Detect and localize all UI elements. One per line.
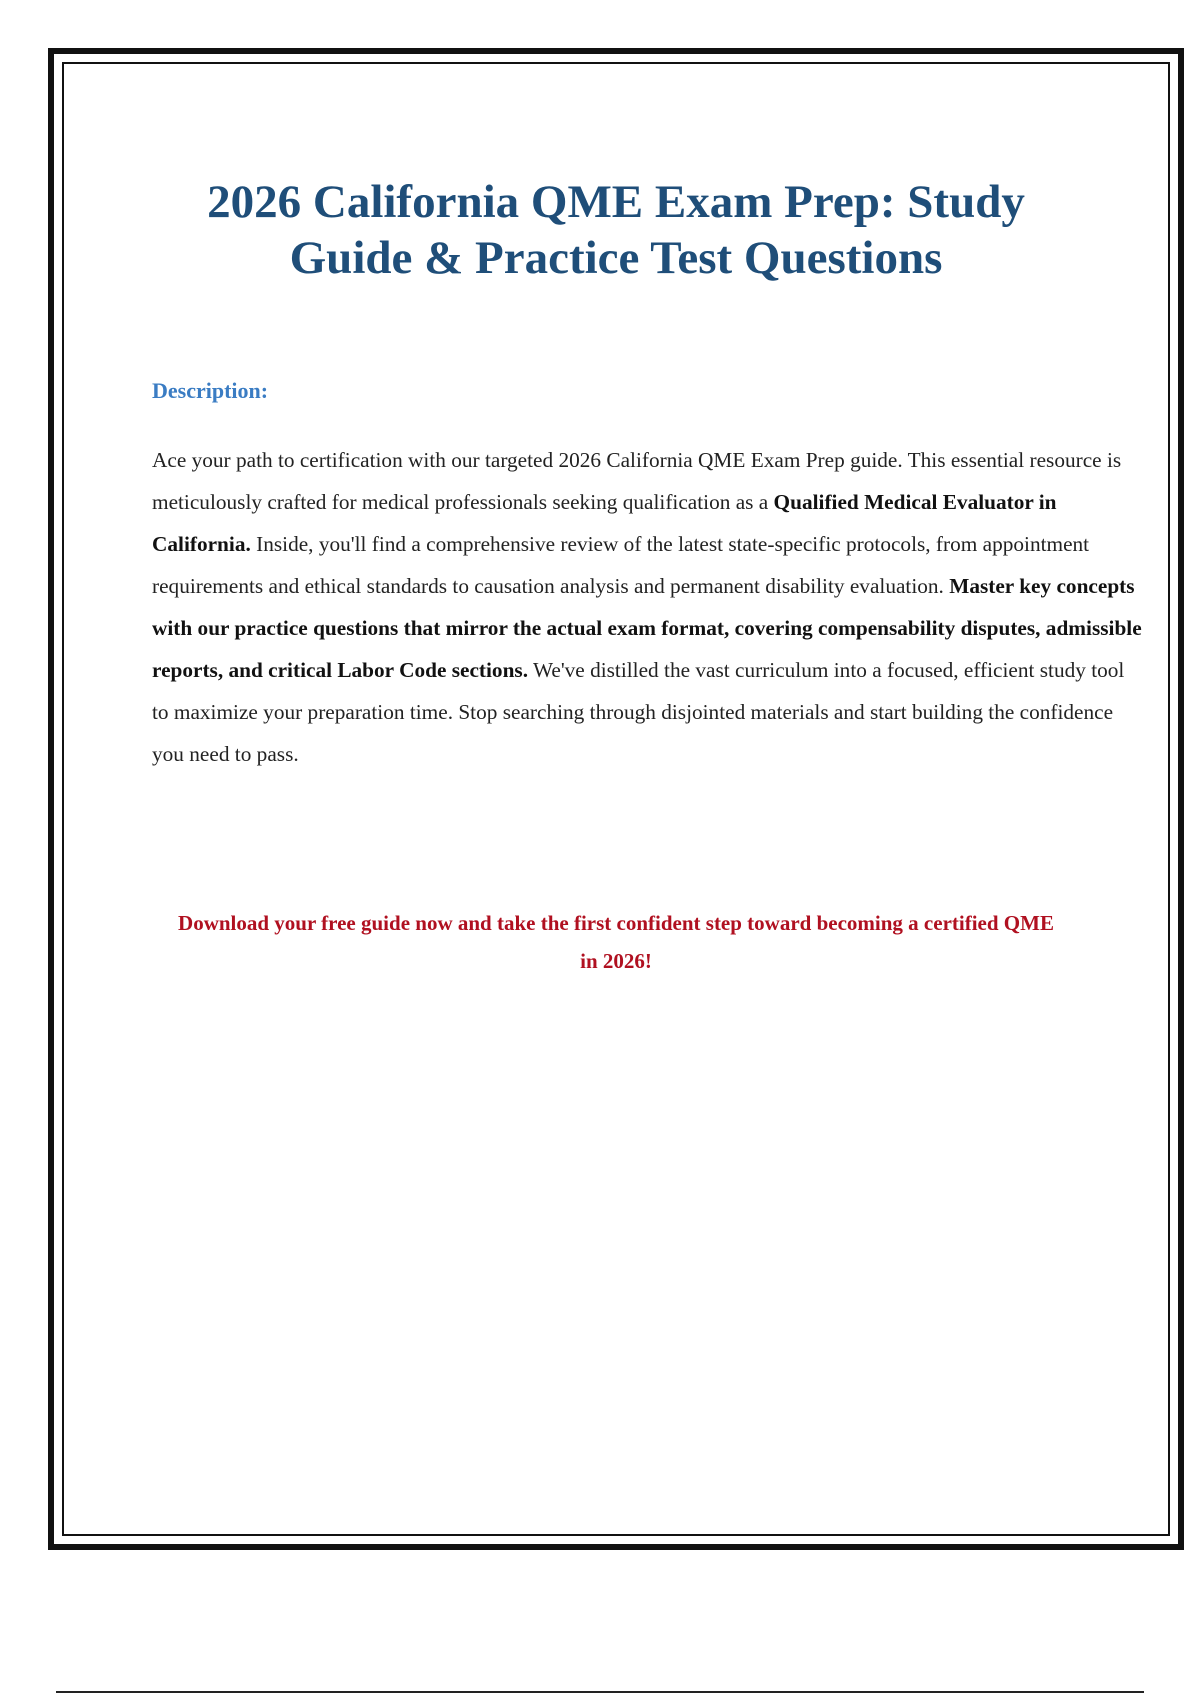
description-text-1: Ace your path to certification with our targeted 2026 California QME Exam Prep guide. This essential resource is meticulously crafted for medical professionals seeking qualification as a <box>152 448 1122 514</box>
footer-rule <box>56 1691 1144 1693</box>
cta-line-1: Download your free guide now and take the first confident step toward becoming a certified QME <box>178 911 1054 935</box>
document-title <box>114 174 1118 286</box>
description-text-3: We've distilled the vast curriculum into a focused, efficient study tool to maximize your preparation time. Stop searching through disjointed materials and start building the confidence you need to pass. <box>152 658 1125 766</box>
description-paragraph <box>152 439 1142 775</box>
page-border-outer <box>48 48 1184 1550</box>
cta-line-2: in 2026! <box>580 949 652 973</box>
title-line-1: 2026 California QME Exam Prep: Study <box>207 176 1025 228</box>
description-bold-1: Qualified Medical Evaluator in California. <box>152 490 1057 556</box>
title-line-2: Guide & Practice Test Questions <box>289 232 943 284</box>
description-heading: Description: <box>152 378 269 403</box>
page-border-inner <box>62 62 1170 1536</box>
call-to-action <box>142 904 1090 980</box>
description-bold-2: Master key concepts with our practice questions that mirror the actual exam format, covering compensability disputes, admissible reports, and critical Labor Code sections. <box>152 574 1142 682</box>
description-text-2: Inside, you'll find a comprehensive review of the latest state-specific protocols, from appointment requirements and ethical standards to causation analysis and permanent disability evaluation. <box>152 532 1090 598</box>
